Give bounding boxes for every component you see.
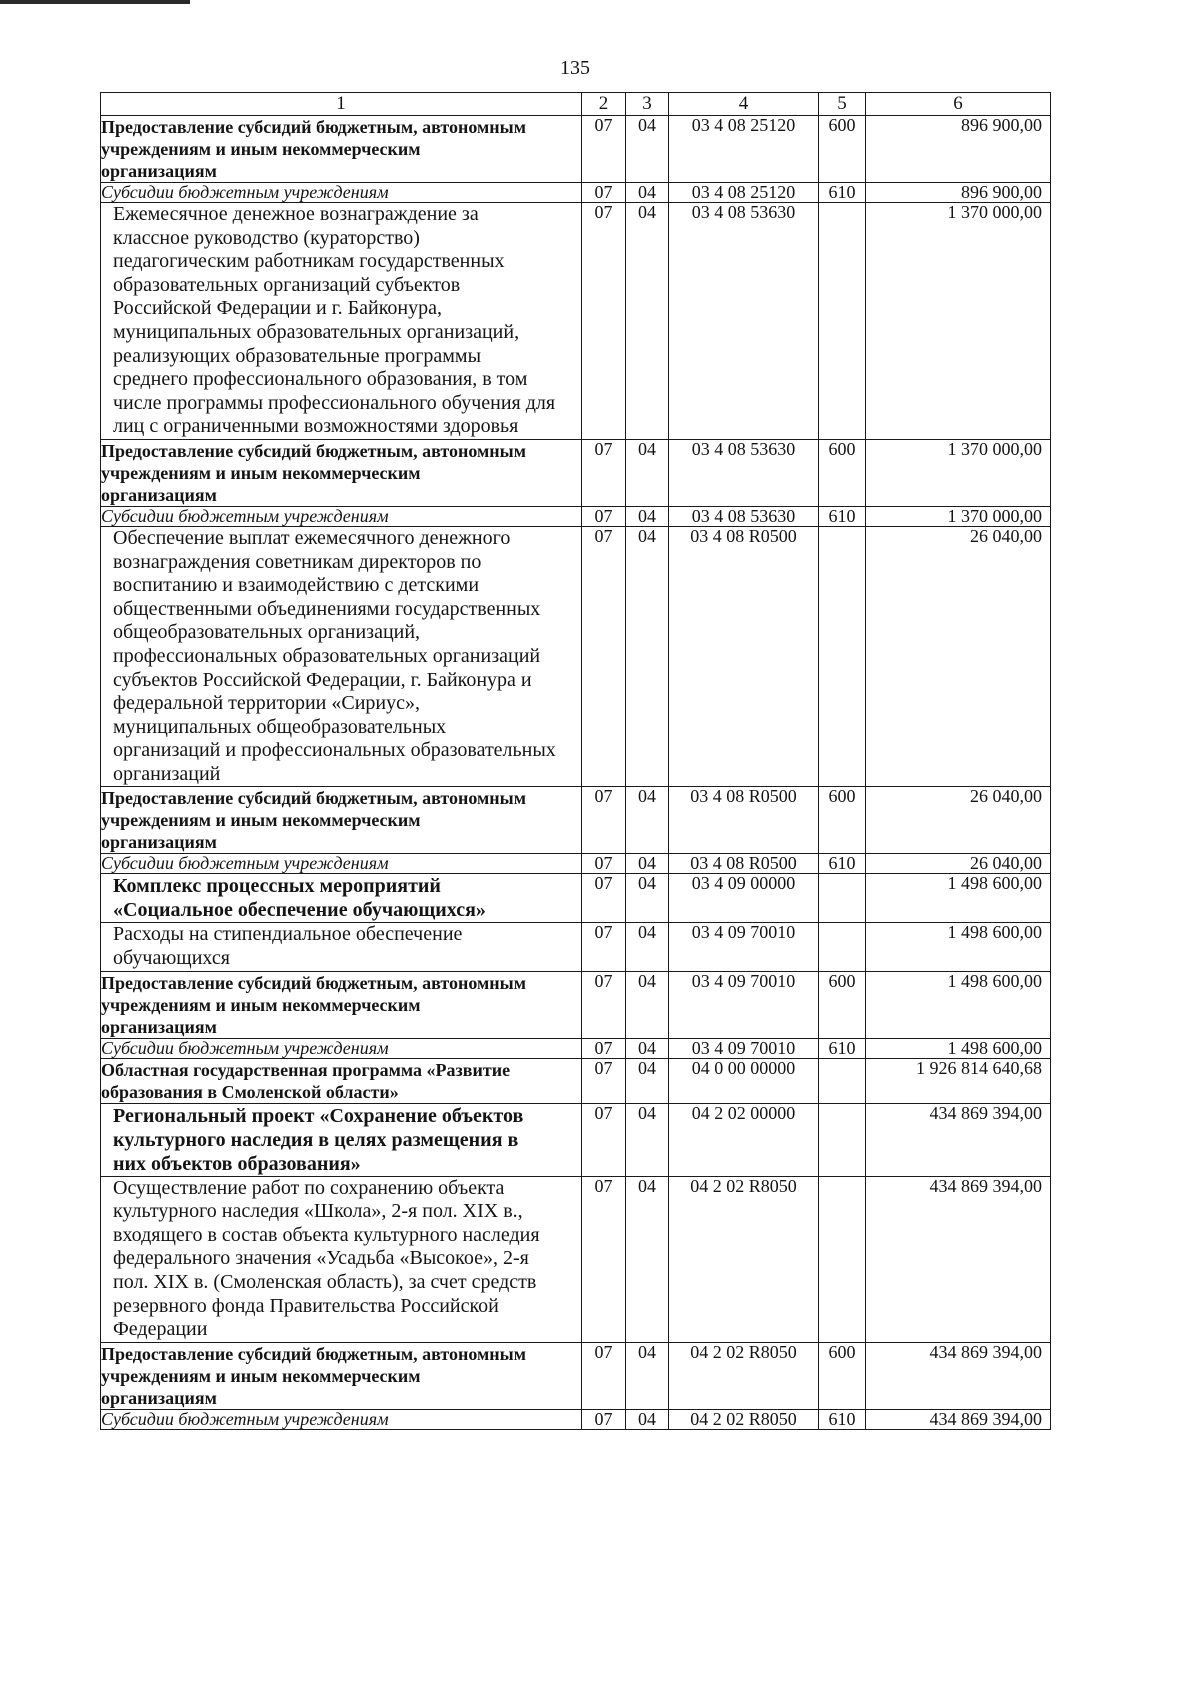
section-cell: 07 [582,1342,626,1409]
description-cell: Обеспечение выплат ежемесячного денежного вознаграждения советникам директоров по воспитанию и взаимодействию с детскими общественными объединениями государственных общеобразовательных организаций, профессиональных образовательных организаций субъектов Российской Федерации, г. Байконура и федеральной территории «Сириус», муниципальных общеобразовательных организаций и профессиональных образовательных организаций [101,526,582,787]
section-cell: 07 [582,203,626,440]
amount-cell: 1 926 814 640,68 [866,1058,1051,1103]
section-cell: 07 [582,971,626,1038]
description-cell: Предоставление субсидий бюджетным, автономным учреждениям и иным некоммерческим организациям [101,1342,582,1409]
amount-cell: 434 869 394,00 [866,1103,1051,1176]
expense-type-cell [819,1176,866,1342]
table-row [101,526,1051,787]
section-cell: 07 [582,1176,626,1342]
amount-cell: 1 370 000,00 [866,439,1051,506]
table-row [101,506,1051,526]
budget-table [100,92,1051,1430]
description-cell: Субсидии бюджетным учреждениям [101,506,582,526]
description-cell: Областная государственная программа «Развитие образования в Смоленской области» [101,1058,582,1103]
section-cell: 07 [582,183,626,203]
amount-cell: 26 040,00 [866,854,1051,874]
table-header-row [101,93,1051,116]
description-cell: Субсидии бюджетным учреждениям [101,854,582,874]
expense-type-cell: 600 [819,1342,866,1409]
column-number-header: 4 [669,93,819,116]
subsection-cell: 04 [626,874,669,923]
target-article-cell: 03 4 08 R0500 [669,526,819,787]
target-article-cell: 04 2 02 R8050 [669,1409,819,1429]
expense-type-cell [819,1058,866,1103]
amount-cell: 896 900,00 [866,183,1051,203]
section-cell: 07 [582,1058,626,1103]
amount-cell: 1 498 600,00 [866,971,1051,1038]
column-number-header: 2 [582,93,626,116]
section-cell: 07 [582,923,626,971]
subsection-cell: 04 [626,1058,669,1103]
target-article-cell: 03 4 08 R0500 [669,854,819,874]
table-row [101,1176,1051,1342]
section-cell: 07 [582,1103,626,1176]
expense-type-cell: 610 [819,506,866,526]
expense-type-cell: 600 [819,116,866,183]
target-article-cell: 03 4 09 70010 [669,971,819,1038]
section-cell: 07 [582,506,626,526]
table-row [101,203,1051,440]
description-cell: Региональный проект «Сохранение объектов культурного наследия в целях размещения в них объектов образования» [101,1103,582,1176]
expense-type-cell: 610 [819,854,866,874]
description-cell: Субсидии бюджетным учреждениям [101,1409,582,1429]
target-article-cell: 03 4 08 53630 [669,203,819,440]
description-cell: Предоставление субсидий бюджетным, автономным учреждениям и иным некоммерческим организациям [101,787,582,854]
table-row [101,874,1051,923]
table-row [101,1342,1051,1409]
description-cell: Субсидии бюджетным учреждениям [101,1038,582,1058]
expense-type-cell: 600 [819,439,866,506]
table-row [101,923,1051,971]
target-article-cell: 04 0 00 00000 [669,1058,819,1103]
amount-cell: 434 869 394,00 [866,1176,1051,1342]
description-cell: Расходы на стипендиальное обеспечение обучающихся [101,923,582,971]
table-row [101,971,1051,1038]
amount-cell: 1 370 000,00 [866,506,1051,526]
subsection-cell: 04 [626,203,669,440]
subsection-cell: 04 [626,526,669,787]
column-number-header: 6 [866,93,1051,116]
subsection-cell: 04 [626,183,669,203]
subsection-cell: 04 [626,439,669,506]
amount-cell: 896 900,00 [866,116,1051,183]
subsection-cell: 04 [626,1038,669,1058]
section-cell: 07 [582,1038,626,1058]
target-article-cell: 03 4 08 25120 [669,116,819,183]
target-article-cell: 04 2 02 R8050 [669,1176,819,1342]
expense-type-cell: 600 [819,971,866,1038]
column-number-header: 1 [101,93,582,116]
expense-type-cell [819,874,866,923]
amount-cell: 434 869 394,00 [866,1342,1051,1409]
subsection-cell: 04 [626,1342,669,1409]
subsection-cell: 04 [626,923,669,971]
description-cell: Комплекс процессных мероприятий «Социальное обеспечение обучающихся» [101,874,582,923]
expense-type-cell: 610 [819,1038,866,1058]
subsection-cell: 04 [626,1409,669,1429]
table-row [101,1103,1051,1176]
subsection-cell: 04 [626,1103,669,1176]
section-cell: 07 [582,854,626,874]
expense-type-cell [819,526,866,787]
amount-cell: 434 869 394,00 [866,1409,1051,1429]
table-row [101,1038,1051,1058]
section-cell: 07 [582,874,626,923]
subsection-cell: 04 [626,787,669,854]
target-article-cell: 03 4 09 00000 [669,874,819,923]
subsection-cell: 04 [626,1176,669,1342]
target-article-cell: 04 2 02 00000 [669,1103,819,1176]
subsection-cell: 04 [626,854,669,874]
section-cell: 07 [582,526,626,787]
section-cell: 07 [582,116,626,183]
target-article-cell: 03 4 08 R0500 [669,787,819,854]
table-row [101,787,1051,854]
table-row [101,116,1051,183]
subsection-cell: 04 [626,971,669,1038]
amount-cell: 1 498 600,00 [866,1038,1051,1058]
section-cell: 07 [582,787,626,854]
amount-cell: 26 040,00 [866,526,1051,787]
section-cell: 07 [582,439,626,506]
column-number-header: 5 [819,93,866,116]
target-article-cell: 03 4 08 53630 [669,506,819,526]
description-cell: Субсидии бюджетным учреждениям [101,183,582,203]
description-cell: Осуществление работ по сохранению объекта культурного наследия «Школа», 2-я пол. XIX в., входящего в состав объекта культурного наследия федерального значения «Усадьба «Высокое», 2-я пол. XIX в. (Смоленская область), за счет средств резервного фонда Правительства Российской Федерации [101,1176,582,1342]
amount-cell: 1 498 600,00 [866,874,1051,923]
expense-type-cell: 600 [819,787,866,854]
section-cell: 07 [582,1409,626,1429]
column-number-header: 3 [626,93,669,116]
description-cell: Ежемесячное денежное вознаграждение за классное руководство (кураторство) педагогическим работникам государственных образовательных организаций субъектов Российской Федерации и г. Байконура, муниципальных образовательных организаций, реализующих образовательные программы среднего профессионального образования, в том числе программы профессионального обучения для лиц с ограниченными возможностями здоровья [101,203,582,440]
table-row [101,183,1051,203]
description-cell: Предоставление субсидий бюджетным, автономным учреждениям и иным некоммерческим организациям [101,116,582,183]
table-row [101,439,1051,506]
expense-type-cell [819,923,866,971]
target-article-cell: 04 2 02 R8050 [669,1342,819,1409]
description-cell: Предоставление субсидий бюджетным, автономным учреждениям и иным некоммерческим организациям [101,439,582,506]
table-row [101,1058,1051,1103]
target-article-cell: 03 4 09 70010 [669,923,819,971]
scan-edge-mark [0,0,190,4]
target-article-cell: 03 4 08 25120 [669,183,819,203]
expense-type-cell [819,1103,866,1176]
amount-cell: 26 040,00 [866,787,1051,854]
amount-cell: 1 498 600,00 [866,923,1051,971]
target-article-cell: 03 4 09 70010 [669,1038,819,1058]
subsection-cell: 04 [626,506,669,526]
expense-type-cell: 610 [819,1409,866,1429]
expense-type-cell: 610 [819,183,866,203]
amount-cell: 1 370 000,00 [866,203,1051,440]
subsection-cell: 04 [626,116,669,183]
page-number: 135 [560,57,590,79]
table-row [101,1409,1051,1429]
expense-type-cell [819,203,866,440]
description-cell: Предоставление субсидий бюджетным, автономным учреждениям и иным некоммерческим организациям [101,971,582,1038]
target-article-cell: 03 4 08 53630 [669,439,819,506]
table-row [101,854,1051,874]
